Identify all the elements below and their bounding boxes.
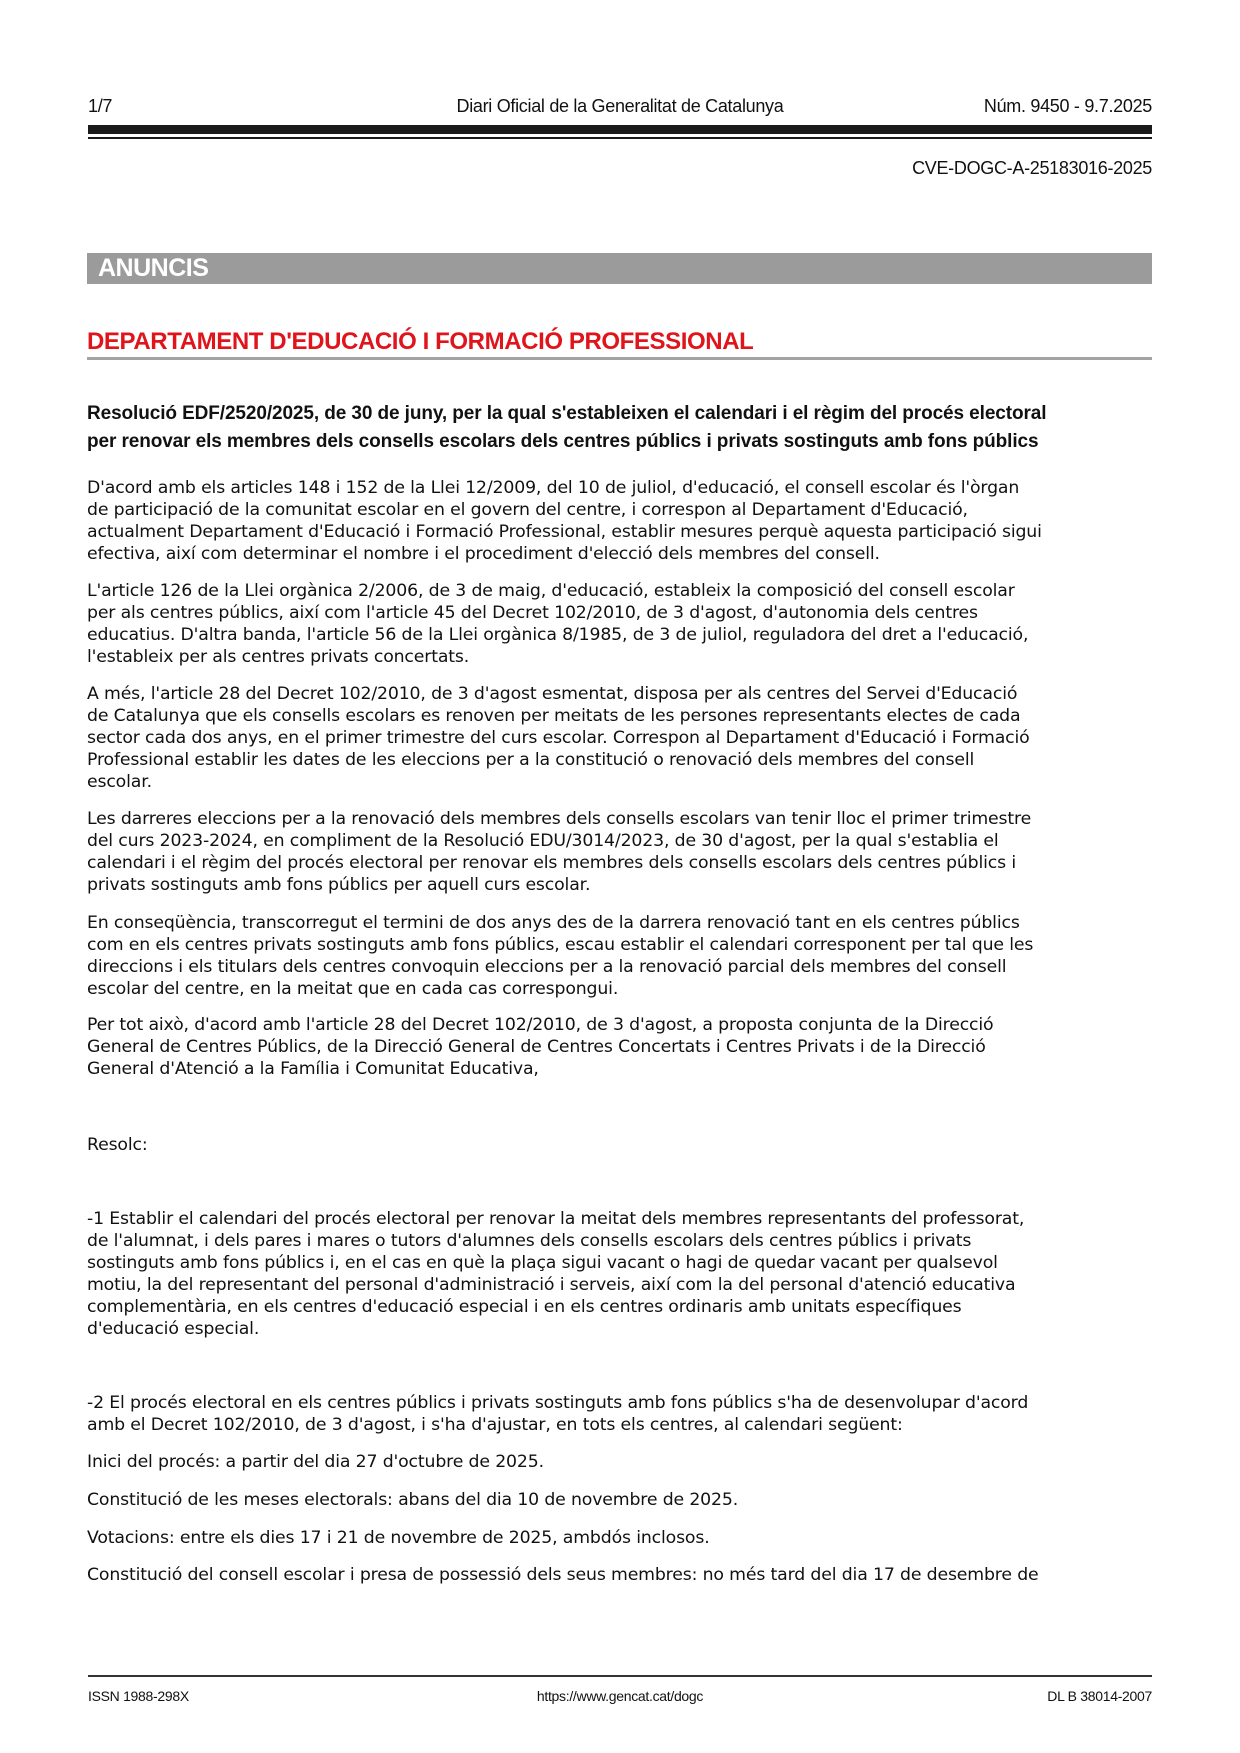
text-line: General de Centres Públics, de la Direcció General de Centres Concertats i Centres Privats i de la Direcció bbox=[87, 1037, 986, 1057]
cve-code: CVE-DOGC-A-25183016-2025 bbox=[912, 158, 1152, 178]
paragraph bbox=[87, 683, 1030, 793]
text-line: complementària, en els centres d'educació especial i en els centres ordinaris amb unitats específiques bbox=[87, 1297, 962, 1317]
text-line: En conseqüència, transcorregut el termini de dos anys des de la darrera renovació tant en els centres públics bbox=[87, 913, 1020, 933]
text-line: privats sostinguts amb fons públics per aquell curs escolar. bbox=[87, 875, 591, 895]
page-number: 1/7 bbox=[88, 96, 113, 116]
resolution-title bbox=[87, 400, 1046, 456]
text-line: efectiva, així com determinar el nombre i el procediment d'elecció dels membres del consell. bbox=[87, 544, 880, 564]
text-line: sector cada dos anys, en el primer trimestre del curs escolar. Correspon al Departament d'Educació i Formació bbox=[87, 728, 1030, 748]
text-line: Constitució del consell escolar i presa de possessió dels seus membres: no més tard del dia 17 de desembre de bbox=[87, 1565, 1039, 1585]
paragraph bbox=[87, 580, 1028, 668]
text-line: direccions i els titulars dels centres convoquin eleccions per a la renovació parcial dels membres del consell bbox=[87, 957, 1007, 977]
text-line: A més, l'article 28 del Decret 102/2010, de 3 d'agost esmentat, disposa per als centres del Servei d'Educació bbox=[87, 684, 1018, 704]
text-line: escolar del centre, en la meitat que en cada cas correspongui. bbox=[87, 979, 619, 999]
issue-info: Núm. 9450 - 9.7.2025 bbox=[983, 96, 1152, 116]
text-line: actualment Departament d'Educació i Formació Professional, establir mesures perquè aquesta participació sigui bbox=[87, 522, 1042, 542]
text-line: d'educació especial. bbox=[87, 1319, 260, 1339]
paragraph bbox=[87, 1134, 148, 1156]
text-line: l'estableix per als centres privats concertats. bbox=[87, 647, 470, 667]
text-line: del curs 2023-2024, en compliment de la Resolució EDU/3014/2023, de 30 d'agost, per la qual s'establia el bbox=[87, 831, 999, 851]
text-line: Les darreres eleccions per a la renovació dels membres dels consells escolars van tenir lloc el primer trimestre bbox=[87, 809, 1032, 829]
text-line: D'acord amb els articles 148 i 152 de la Llei 12/2009, del 10 de juliol, d'educació, el consell escolar és l'òrgan bbox=[87, 478, 1020, 498]
paragraph bbox=[87, 1451, 544, 1473]
text-line: amb el Decret 102/2010, de 3 d'agost, i s'ha d'ajustar, en tots els centres, al calendari següent: bbox=[87, 1415, 903, 1435]
text-line: General d'Atenció a la Família i Comunitat Educativa, bbox=[87, 1059, 539, 1079]
footer-rule bbox=[88, 1675, 1152, 1677]
section-title: ANUNCIS bbox=[98, 254, 209, 282]
journal-name: Diari Oficial de la Generalitat de Catalunya bbox=[456, 96, 784, 116]
text-line: de l'alumnat, i dels pares i mares o tutors d'alumnes dels consells escolars dels centres públics i privats bbox=[87, 1231, 972, 1251]
paragraph bbox=[87, 1014, 993, 1080]
text-line: de Catalunya que els consells escolars es renoven per meitats de les persones representants electes de cada bbox=[87, 706, 1021, 726]
text-line: calendari i el règim del procés electoral per renovar els membres dels consells escolars dels centres públics i bbox=[87, 853, 1016, 873]
text-line: per als centres públics, així com l'article 45 del Decret 102/2010, de 3 d'agost, d'autonomia dels centres bbox=[87, 603, 978, 623]
text-line: Per tot això, d'acord amb l'article 28 del Decret 102/2010, de 3 d'agost, a proposta conjunta de la Direcció bbox=[87, 1015, 994, 1035]
text-line: -1 Establir el calendari del procés electoral per renovar la meitat dels membres representants del professorat, bbox=[87, 1209, 1025, 1229]
text-line: Professional establir les dates de les eleccions per a la constitució o renovació dels membres del consell bbox=[87, 750, 975, 770]
paragraph bbox=[87, 808, 1031, 896]
paragraph bbox=[87, 1392, 1028, 1436]
footer-dl: DL B 38014-2007 bbox=[1047, 1688, 1152, 1704]
title-line: per renovar els membres dels consells escolars dels centres públics i privats sostinguts amb fons públics bbox=[87, 431, 1039, 452]
text-line: Resolc: bbox=[87, 1135, 148, 1155]
department-rule bbox=[87, 357, 1152, 360]
text-line: com en els centres privats sostinguts amb fons públics, escau establir el calendari corresponent per tal que les bbox=[87, 935, 1034, 955]
paragraph bbox=[87, 477, 1042, 565]
text-line: de participació de la comunitat escolar en el govern del centre, i correspon al Departament d'Educació, bbox=[87, 500, 968, 520]
paragraph bbox=[87, 912, 1033, 1000]
header-rule bbox=[88, 125, 1152, 134]
text-line: -2 El procés electoral en els centres públics i privats sostinguts amb fons públics s'ha de desenvolupar d'acord bbox=[87, 1393, 1029, 1413]
paragraph bbox=[87, 1564, 1039, 1586]
text-line: escolar. bbox=[87, 772, 152, 792]
text-line: Inici del procés: a partir del dia 27 d'octubre de 2025. bbox=[87, 1452, 544, 1472]
section-banner bbox=[87, 253, 1152, 284]
text-line: L'article 126 de la Llei orgànica 2/2006, de 3 de maig, d'educació, estableix la composició del consell escolar bbox=[87, 581, 1015, 601]
text-line: sostinguts amb fons públics i, en el cas en què la plaça sigui vacant o hagi de quedar vacant per qualsevol bbox=[87, 1253, 998, 1273]
text-line: educatius. D'altra banda, l'article 56 de la Llei orgànica 8/1985, de 3 de juliol, reguladora del dret a l'educació, bbox=[87, 625, 1029, 645]
title-line: Resolució EDF/2520/2025, de 30 de juny, per la qual s'estableixen el calendari i el règim del procés electoral bbox=[87, 403, 1047, 424]
footer-issn: ISSN 1988-298X bbox=[88, 1688, 189, 1704]
department-heading: DEPARTAMENT D'EDUCACIÓ I FORMACIÓ PROFESSIONAL bbox=[87, 328, 754, 355]
footer-url[interactable]: https://www.gencat.cat/dogc bbox=[536, 1688, 704, 1704]
paragraph bbox=[87, 1208, 1024, 1340]
text-line: Votacions: entre els dies 17 i 21 de novembre de 2025, ambdós inclosos. bbox=[87, 1528, 710, 1548]
paragraph bbox=[87, 1489, 738, 1511]
header-rule-thin bbox=[88, 137, 1152, 139]
text-line: motiu, la del representant del personal d'administració i serveis, així com la del personal d'atenció educativa bbox=[87, 1275, 1016, 1295]
paragraph bbox=[87, 1527, 710, 1549]
text-line: Constitució de les meses electorals: abans del dia 10 de novembre de 2025. bbox=[87, 1490, 739, 1510]
